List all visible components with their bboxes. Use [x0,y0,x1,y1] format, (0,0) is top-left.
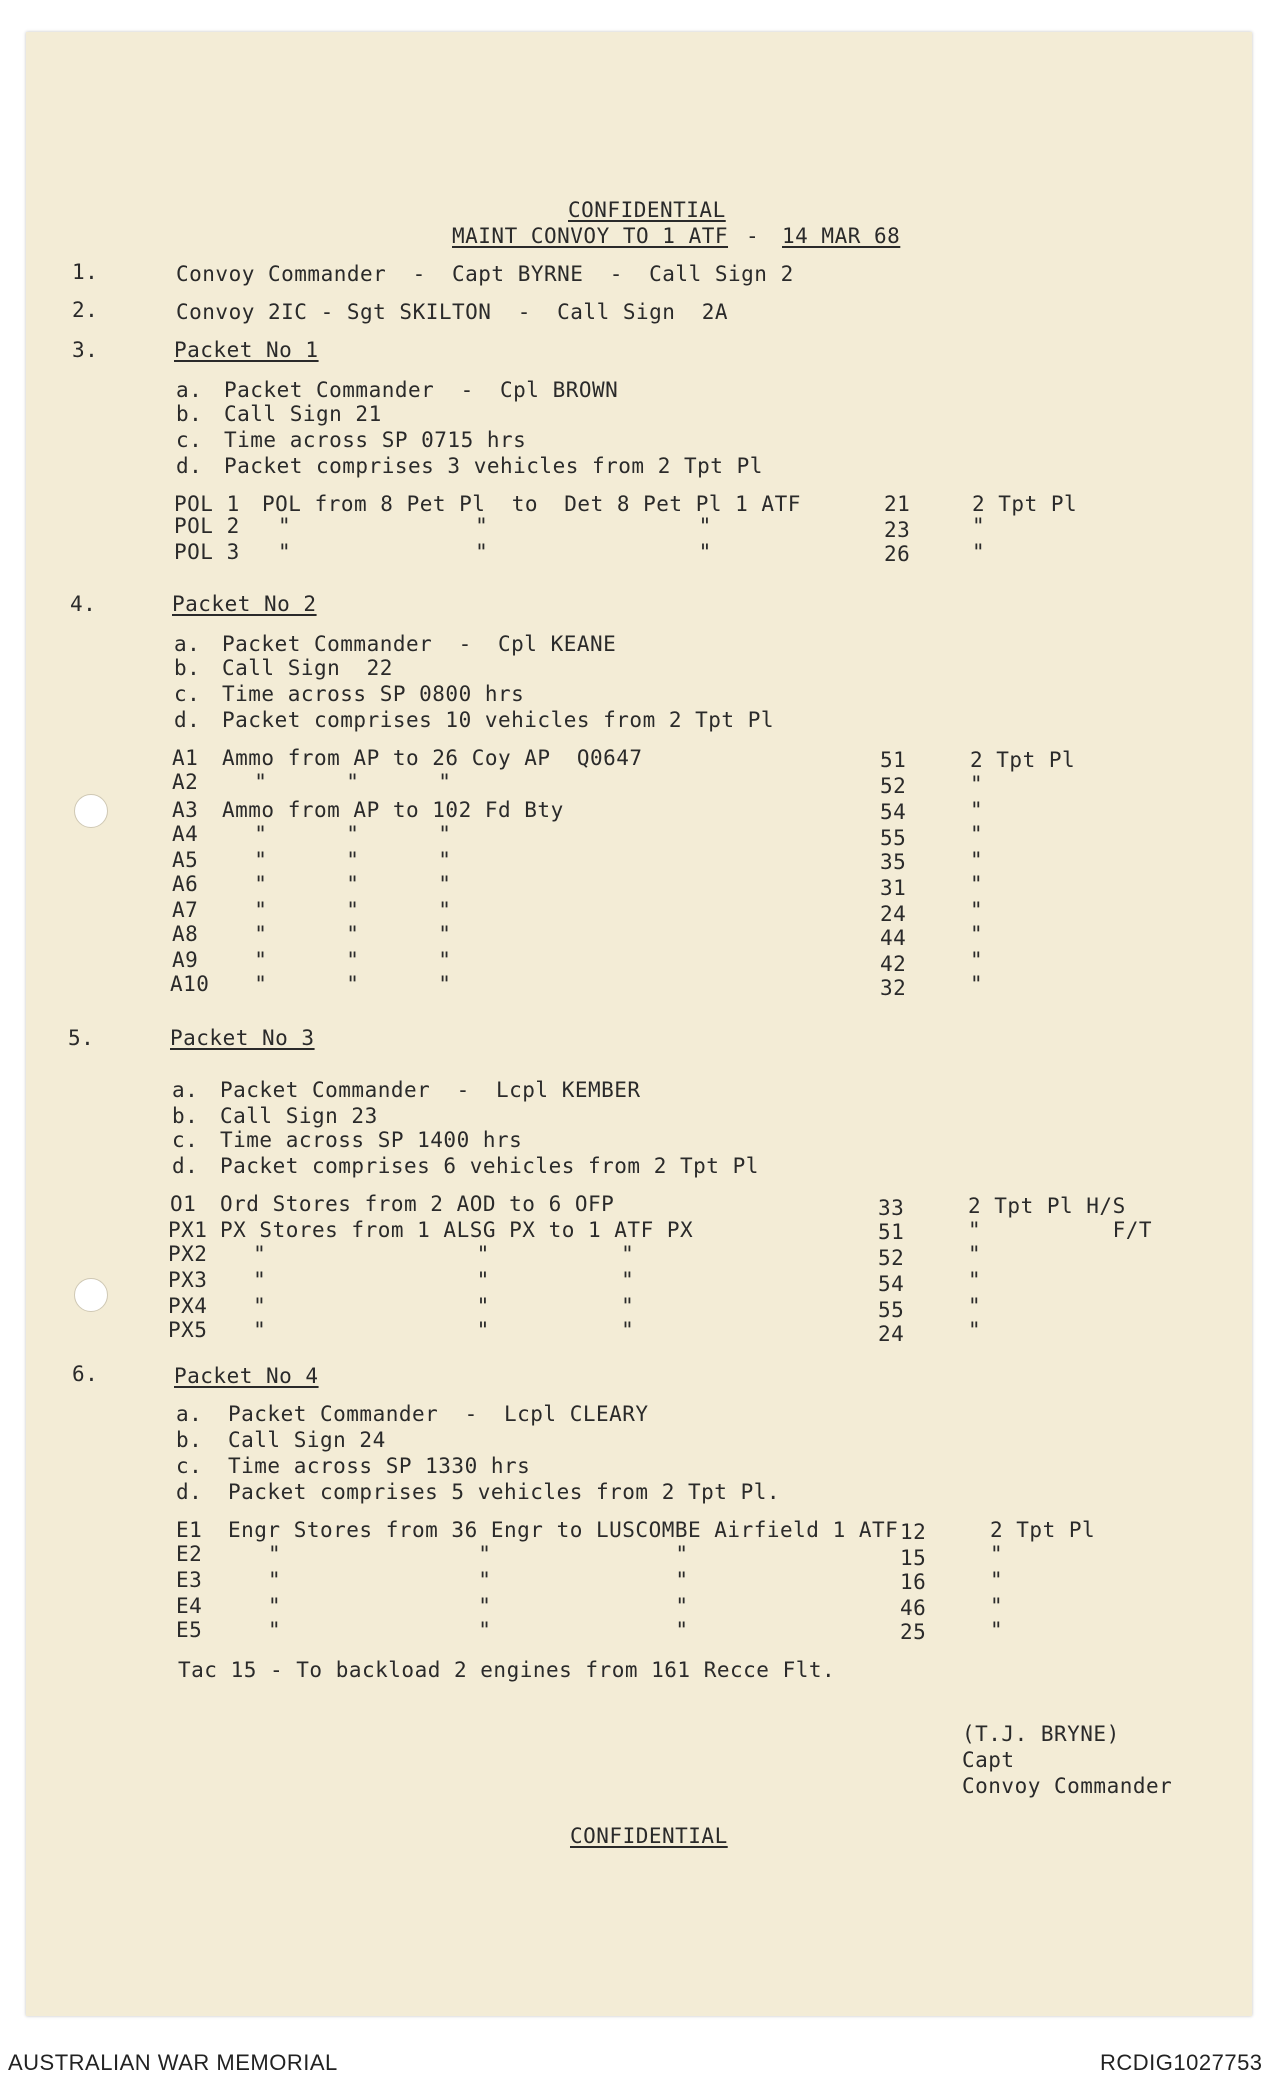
vehicle-desc: " " " [228,922,452,946]
vehicle-id: POL 2 [174,514,240,538]
detail-letter: a. [176,378,203,402]
vehicle-unit: " [970,898,984,922]
vehicle-unit: 2 Tpt Pl [990,1518,1096,1542]
vehicle-call-sign: 52 [878,1246,905,1270]
vehicle-unit: " [968,1268,982,1292]
vehicle-desc: " " " [228,848,452,872]
vehicle-call-sign: 25 [900,1620,927,1644]
detail-letter: d. [176,1480,203,1504]
detail-letter: c. [174,682,201,706]
detail-text: Call Sign 21 [224,402,382,426]
vehicle-desc: " " " [268,1618,689,1642]
archive-label: AUSTRALIAN WAR MEMORIAL [8,2050,338,2075]
vehicle-id: A6 [172,872,199,896]
detail-letter: a. [176,1402,203,1426]
vehicle-call-sign: 54 [878,1272,905,1296]
vehicle-call-sign: 26 [884,542,911,566]
title-dash: - [746,224,760,248]
vehicle-id: PX4 [168,1294,208,1318]
vehicle-desc: " " " [240,1242,635,1266]
vehicle-call-sign: 21 [884,492,911,516]
detail-text: Time across SP 0800 hrs [222,682,525,706]
vehicle-call-sign: 12 [900,1520,927,1544]
vehicle-call-sign: 51 [880,748,907,772]
vehicle-id: E3 [176,1568,203,1592]
vehicle-id: O1 [170,1192,197,1216]
vehicle-desc: Ammo from AP to 102 Fd Bty [222,798,564,822]
detail-text: Time across SP 1330 hrs [228,1454,531,1478]
detail-text: Packet Commander - Cpl BROWN [224,378,619,402]
vehicle-unit: " [970,922,984,946]
backload-note: Tac 15 - To backload 2 engines from 161 Recce Flt. [178,1658,836,1682]
document-title: MAINT CONVOY TO 1 ATF [452,224,729,248]
vehicle-desc: " " " [240,1294,635,1318]
detail-letter: b. [176,1428,203,1452]
vehicle-desc: " " " [228,822,452,846]
vehicle-id: A8 [172,922,199,946]
detail-letter: d. [172,1154,199,1178]
classification-header: CONFIDENTIAL [568,198,726,222]
vehicle-unit: " [990,1568,1004,1592]
vehicle-call-sign: 35 [880,850,907,874]
detail-text: Packet Commander - Cpl KEANE [222,632,617,656]
detail-letter: b. [174,656,201,680]
signature-role: Convoy Commander [962,1774,1173,1798]
vehicle-unit: " [970,972,984,996]
packet-title: Packet No 1 [174,338,319,362]
vehicle-call-sign: 51 [878,1220,905,1244]
vehicle-desc: " " " [240,1318,635,1342]
packet-number: 6. [72,1362,99,1386]
detail-text: Call Sign 22 [222,656,393,680]
vehicle-desc: " " " [228,972,452,996]
packet-title: Packet No 2 [172,592,317,616]
archive-id: RCDIG1027753 [1100,2050,1263,2075]
vehicle-call-sign: 16 [900,1570,927,1594]
vehicle-id: E2 [176,1542,203,1566]
detail-text: Packet comprises 10 vehicles from 2 Tpt Pl [222,708,775,732]
vehicle-call-sign: 42 [880,952,907,976]
detail-text: Call Sign 24 [228,1428,386,1452]
vehicle-unit: 2 Tpt Pl [970,748,1076,772]
vehicle-id: PX3 [168,1268,208,1292]
vehicle-desc: " " " [268,1568,689,1592]
vehicle-call-sign: 44 [880,926,907,950]
vehicle-id: PX2 [168,1242,208,1266]
vehicle-unit: " [990,1542,1004,1566]
vehicle-desc: " " " [278,514,712,538]
vehicle-unit: " F/T [968,1218,1153,1242]
vehicle-id: A7 [172,898,199,922]
vehicle-id: PX1 [168,1218,208,1242]
document-date: 14 MAR 68 [782,224,901,248]
vehicle-call-sign: 46 [900,1596,927,1620]
vehicle-call-sign: 55 [880,826,907,850]
punch-hole [74,1278,108,1312]
vehicle-id: E5 [176,1618,203,1642]
detail-text: Call Sign 23 [220,1104,378,1128]
vehicle-desc: PX Stores from 1 ALSG PX to 1 ATF PX [220,1218,694,1242]
item-text: Convoy Commander - Capt BYRNE - Call Sign 2 [176,262,794,286]
vehicle-unit: " [990,1618,1004,1642]
vehicle-id: PX5 [168,1318,208,1342]
vehicle-unit: " [970,798,984,822]
vehicle-call-sign: 54 [880,800,907,824]
signature-rank: Capt [962,1748,1015,1772]
vehicle-unit: " [972,540,986,564]
packet-number: 4. [70,592,97,616]
item-number: 2. [72,298,99,322]
detail-text: Packet comprises 6 vehicles from 2 Tpt Pl [220,1154,759,1178]
detail-letter: c. [172,1128,199,1152]
vehicle-desc: Engr Stores from 36 Engr to LUSCOMBE Airfield 1 ATF [228,1518,899,1542]
signature-name: (T.J. BRYNE) [962,1722,1120,1746]
vehicle-id: A10 [170,972,210,996]
vehicle-id: A2 [172,770,199,794]
vehicle-unit: 2 Tpt Pl H/S [968,1194,1126,1218]
vehicle-id: A9 [172,948,199,972]
item-text: Convoy 2IC - Sgt SKILTON - Call Sign 2A [176,300,729,324]
vehicle-id: A1 [172,746,199,770]
detail-text: Packet Commander - Lcpl KEMBER [220,1078,641,1102]
detail-text: Time across SP 1400 hrs [220,1128,523,1152]
vehicle-unit: " [970,872,984,896]
detail-letter: b. [176,402,203,426]
vehicle-desc: " " " [228,898,452,922]
detail-letter: a. [174,632,201,656]
detail-letter: d. [174,708,201,732]
vehicle-id: A5 [172,848,199,872]
vehicle-unit: " [970,948,984,972]
vehicle-id: E4 [176,1594,203,1618]
document-page [26,32,1252,2016]
vehicle-call-sign: 23 [884,518,911,542]
packet-number: 3. [72,338,99,362]
vehicle-call-sign: 15 [900,1546,927,1570]
item-number: 1. [72,260,99,284]
vehicle-id: POL 1 [174,492,240,516]
vehicle-unit: " [970,772,984,796]
packet-title: Packet No 3 [170,1026,315,1050]
vehicle-unit: " [968,1318,982,1342]
vehicle-call-sign: 52 [880,774,907,798]
detail-letter: c. [176,1454,203,1478]
vehicle-desc: " " " [228,770,452,794]
detail-text: Packet Commander - Lcpl CLEARY [228,1402,649,1426]
packet-number: 5. [68,1026,95,1050]
vehicle-unit: " [970,848,984,872]
vehicle-call-sign: 33 [878,1196,905,1220]
vehicle-unit: " [968,1242,982,1266]
vehicle-id: A4 [172,822,199,846]
vehicle-unit: 2 Tpt Pl [972,492,1078,516]
detail-text: Time across SP 0715 hrs [224,428,527,452]
vehicle-desc: " " " [240,1268,635,1292]
detail-letter: c. [176,428,203,452]
vehicle-desc: " " " [228,948,452,972]
detail-letter: d. [176,454,203,478]
vehicle-desc: " " " [278,540,712,564]
vehicle-desc: " " " [268,1594,689,1618]
detail-text: Packet comprises 5 vehicles from 2 Tpt Pl. [228,1480,781,1504]
vehicle-unit: " [990,1594,1004,1618]
detail-letter: a. [172,1078,199,1102]
vehicle-call-sign: 32 [880,976,907,1000]
detail-letter: b. [172,1104,199,1128]
vehicle-desc: POL from 8 Pet Pl to Det 8 Pet Pl 1 ATF [262,492,801,516]
vehicle-unit: " [972,514,986,538]
vehicle-desc: Ammo from AP to 26 Coy AP Q0647 [222,746,643,770]
vehicle-id: POL 3 [174,540,240,564]
vehicle-unit: " [970,822,984,846]
vehicle-call-sign: 24 [880,902,907,926]
vehicle-id: E1 [176,1518,203,1542]
vehicle-call-sign: 24 [878,1322,905,1346]
vehicle-desc: " " " [228,872,452,896]
classification-footer: CONFIDENTIAL [570,1824,728,1848]
packet-title: Packet No 4 [174,1364,319,1388]
vehicle-desc: " " " [268,1542,689,1566]
vehicle-call-sign: 55 [878,1298,905,1322]
vehicle-id: A3 [172,798,199,822]
punch-hole [74,794,108,828]
vehicle-unit: " [968,1294,982,1318]
detail-text: Packet comprises 3 vehicles from 2 Tpt Pl [224,454,763,478]
vehicle-call-sign: 31 [880,876,907,900]
vehicle-desc: Ord Stores from 2 AOD to 6 OFP [220,1192,615,1216]
